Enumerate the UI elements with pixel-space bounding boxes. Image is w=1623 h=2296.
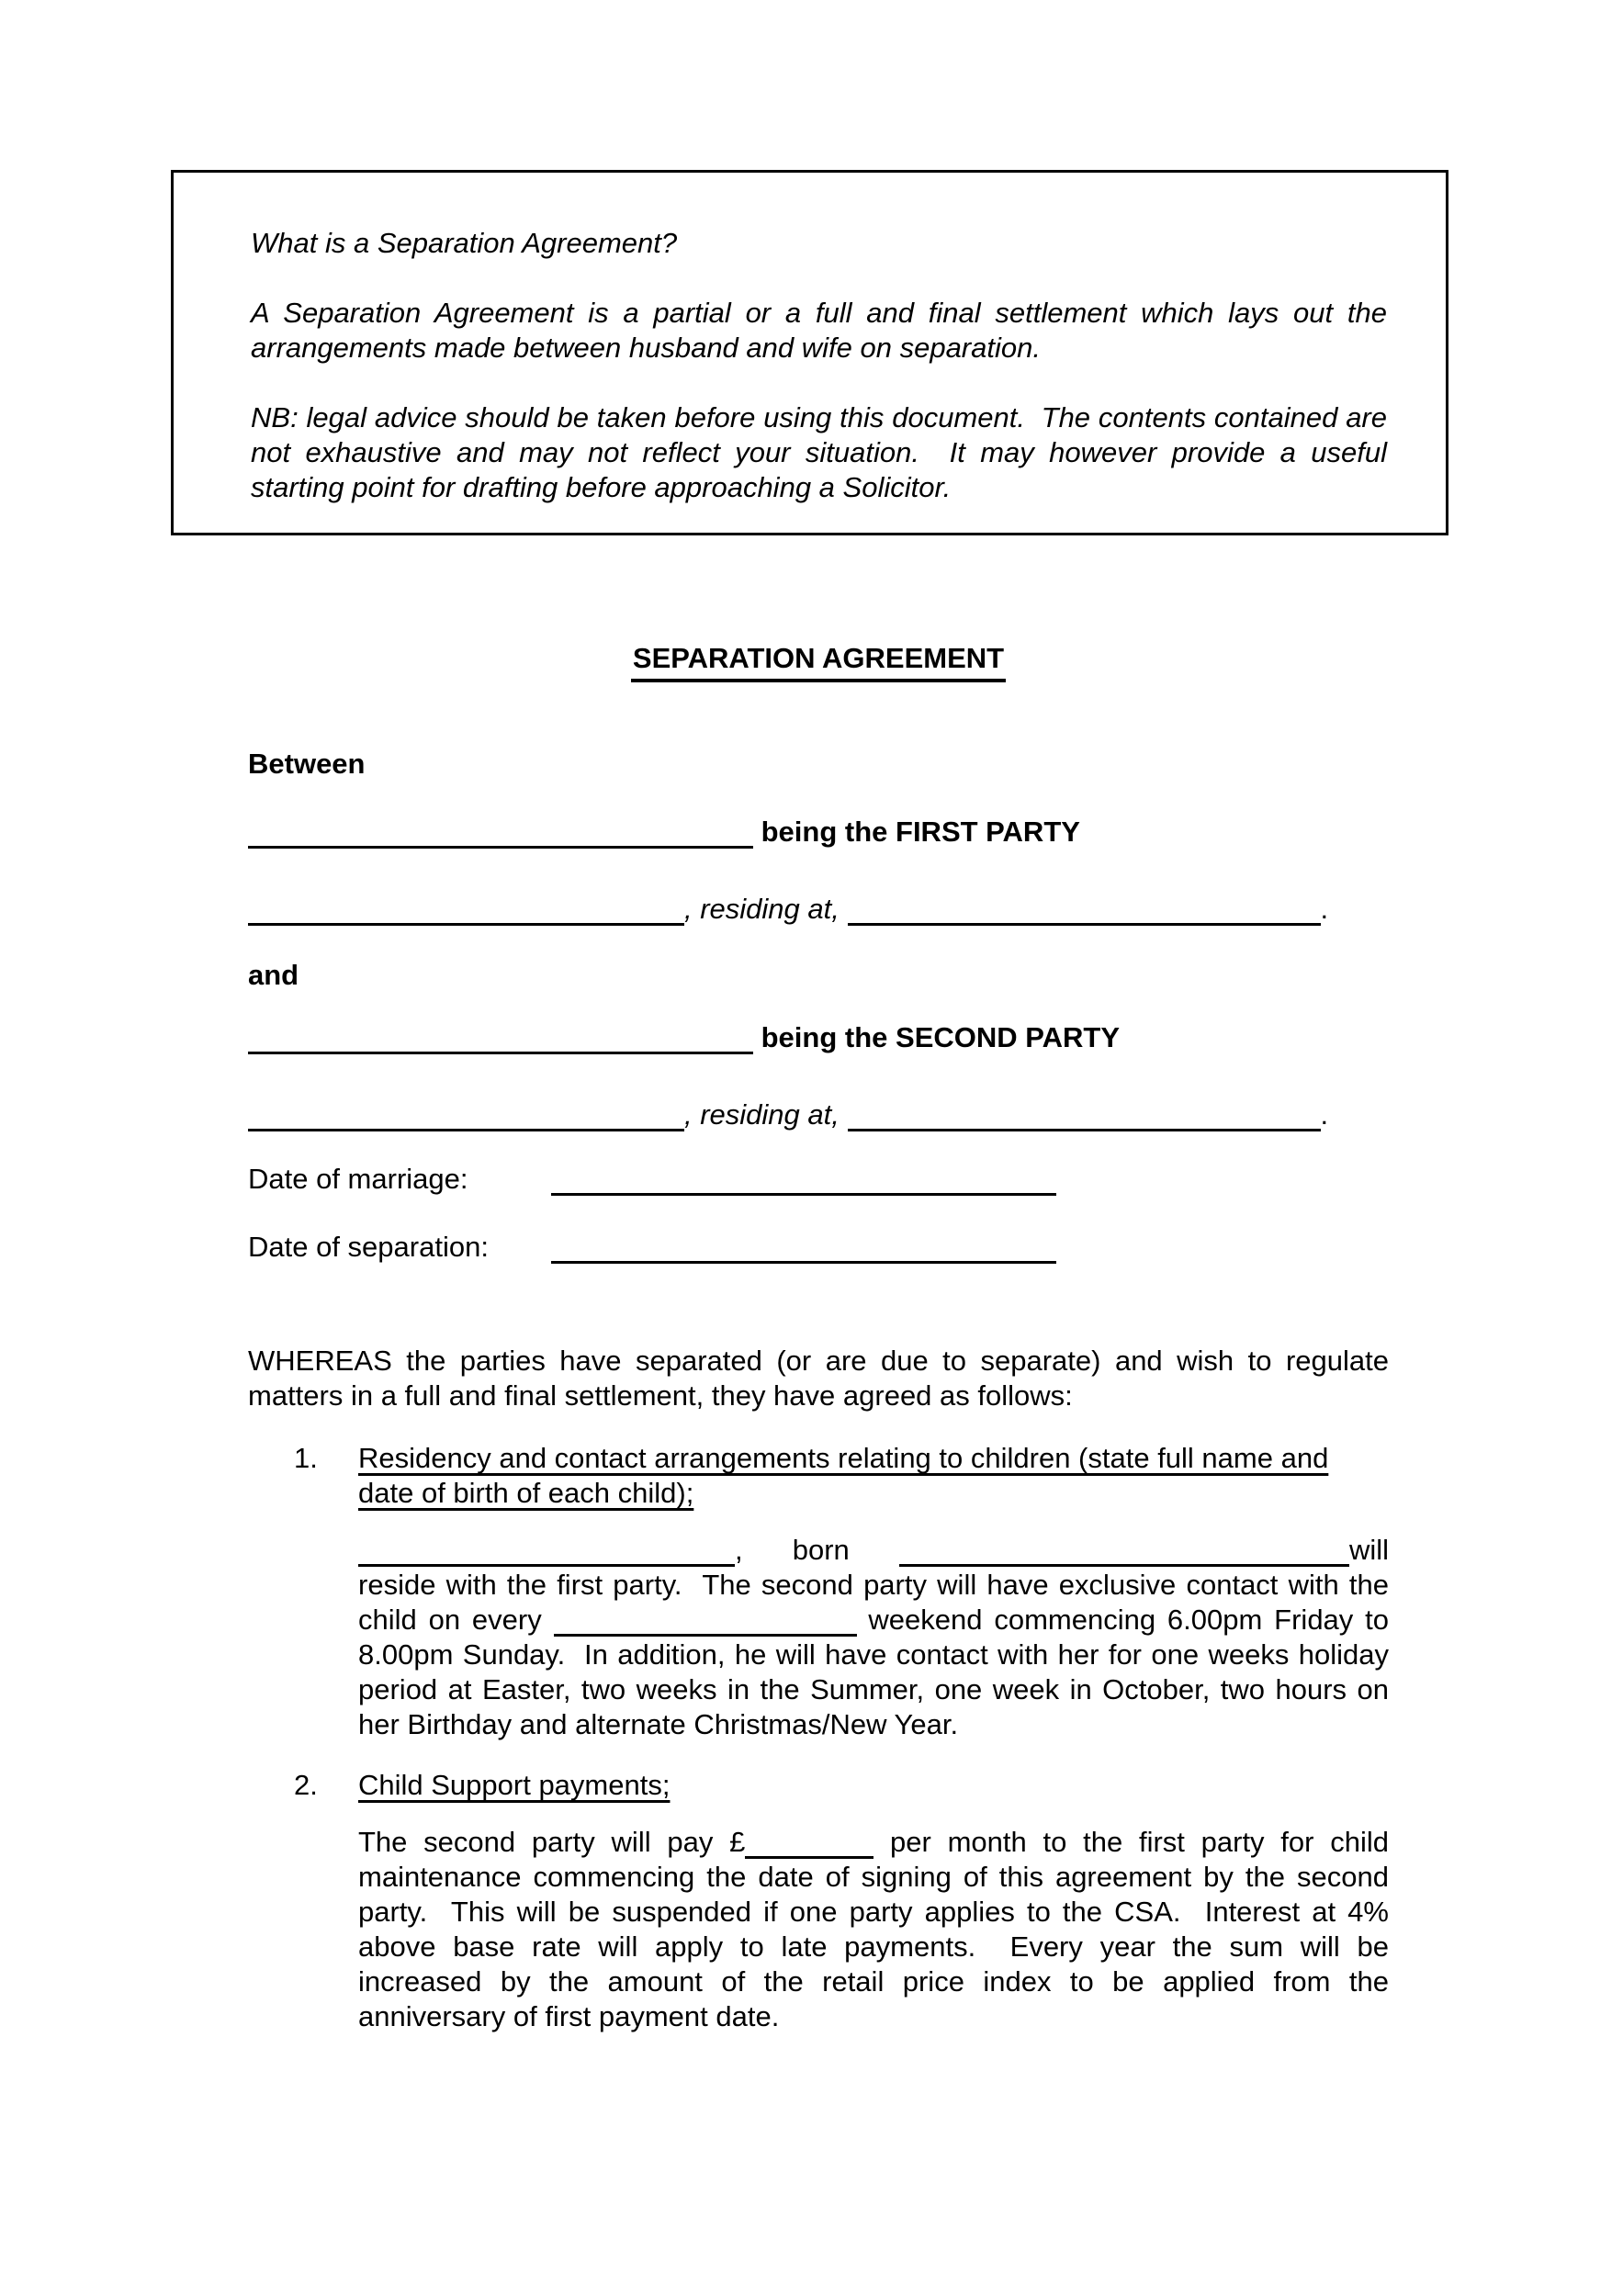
date-of-separation-row (248, 1230, 1389, 1265)
clause-1-text-tail: weekend commencing 6.00pm Friday to 8.00pm Sunday. In addition, he will have contact with her for one weeks holiday period at Easter, two weeks in the Summer, one week in October, two hours on her Birthday and alternate Christmas/New Year. (358, 1604, 1397, 1740)
second-party-blank (248, 1101, 684, 1131)
clause-1-heading: Residency and contact arrangements relating to children (state full name and date of birth of each child); (358, 1442, 1329, 1509)
residing-at-label: , residing at, (684, 893, 840, 925)
info-box (171, 170, 1448, 535)
between-label: Between (248, 748, 366, 780)
and-label: and (248, 959, 299, 991)
first-party-row (248, 815, 1389, 850)
clause-1-text-after-dob: will reside with the first party. The second party will have exclusive contact with the child on every (358, 1534, 1397, 1636)
first-party-blank (248, 895, 684, 926)
clause-2-heading: Child Support payments; (358, 1769, 671, 1801)
sentence-period: . (1320, 1098, 1329, 1131)
residing-at-label: , residing at, (684, 1098, 840, 1131)
info-box-heading: What is a Separation Agreement? (251, 227, 678, 259)
sentence-period: . (1320, 893, 1329, 925)
date-of-marriage-label: Date of marriage: (248, 1163, 468, 1195)
document-title: SEPARATION AGREEMENT (631, 641, 1006, 682)
payment-amount-blank (745, 1829, 873, 1859)
date-of-marriage-blank (551, 1165, 1056, 1196)
date-of-separation-blank (551, 1233, 1056, 1264)
info-box-paragraph-1: A Separation Agreement is a partial or a full and final settlement which lays out the arrangements made between husband and wife on separation. (251, 297, 1395, 364)
clause-2-body (358, 1825, 1397, 2034)
clause-2-text-before-amount: The second party will pay £ (358, 1826, 746, 1858)
clause-1-body (358, 1533, 1397, 1742)
clause-2-text-after-amount: per month to the first party for child maintenance commencing the date of signing of this agreement by the second party. This will be suspended if one party applies to the CSA. Interest at 4% above base rate will apply to late payments. Every year the sum will be increased by the amount of the retail price index to be applied from the anniversary of first payment date. (358, 1826, 1397, 2032)
whereas-paragraph: WHEREAS the parties have separated (or are due to separate) and wish to regulate matters in a full and final settlement, they have agreed as follows: (248, 1345, 1397, 1412)
document-body (248, 641, 1397, 2034)
clause-1 (248, 1441, 1397, 1742)
child-name-blank (358, 1536, 735, 1567)
contact-weekend-blank (554, 1606, 857, 1637)
date-of-separation-label: Date of separation: (248, 1231, 489, 1263)
second-party-address-blank (848, 1101, 1321, 1131)
title-row (248, 641, 1389, 682)
clause-1-born-label: , born (735, 1534, 899, 1566)
first-party-address-row (248, 892, 1389, 927)
clause-2-number: 2. (294, 1769, 318, 1801)
clause-1-number: 1. (294, 1442, 318, 1474)
child-dob-blank (899, 1536, 1349, 1567)
first-party-label: being the FIRST PARTY (761, 816, 1080, 848)
first-party-address-blank (848, 895, 1321, 926)
second-party-address-row (248, 1097, 1389, 1132)
date-of-marriage-row (248, 1162, 1389, 1197)
clause-2 (248, 1768, 1397, 2034)
first-party-name-blank (248, 818, 753, 849)
info-box-paragraph-2: NB: legal advice should be taken before using this document. The contents contained are not exhaustive and may not reflect your situation. It may however provide a useful starting point for drafting before approaching a Solicitor. (251, 401, 1395, 503)
second-party-name-blank (248, 1024, 753, 1054)
second-party-label: being the SECOND PARTY (761, 1021, 1121, 1053)
second-party-row (248, 1020, 1389, 1055)
